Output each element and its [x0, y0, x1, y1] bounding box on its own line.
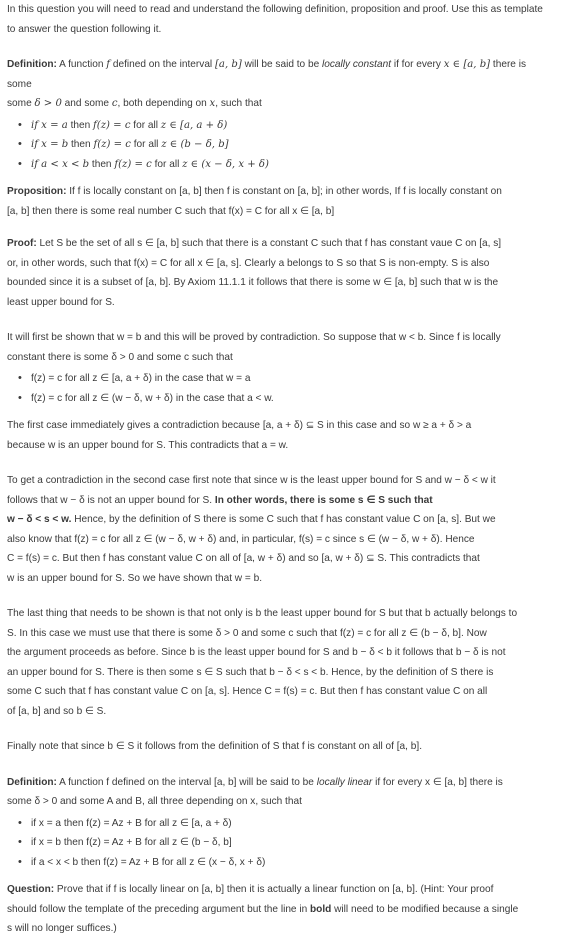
definition-conditions [7, 814, 553, 873]
list-item: • if a < x < b then f(z) = c for all z ∈ (x − δ, x + δ) [31, 155, 553, 175]
proposition-label: Proposition: [7, 186, 67, 197]
list-item: • if x = a then f(z) = c for all z ∈ [a, a + δ) [31, 116, 553, 136]
list-item: • f(z) = c for all z ∈ (w − δ, w + δ) in the case that a < w. [31, 389, 553, 409]
list-item: • if x = b then f(z) = Az + B for all z ∈ (b − δ, b] [31, 833, 553, 853]
proof-label: Proof: [7, 238, 37, 249]
proof: Proof: Let S be the set of all s ∈ [a, b] such that there is a constant C such that f has constant vaue C on [a, s] or, in other words, such that f(x) = C for all x ∈ [a, s]. Clearly a belongs to S so that S is non-empty. S is also bounded since it is a subset of [a, b]. By Axiom 11.1.1 it follows that there is some w ∈ [a, b] such that w is the least upper bound for S. It will first be shown that w = b and this will be proved by contradiction. So suppose that w < b. Since f is locally constant there is some δ > 0 and some c such that • f(z) = c for all z ∈ [a, a + δ) in the case that w = a • f(z) = c for all z ∈ (w − δ, w + δ) in the case that a < w. The first case immediately gives a contradiction because [a, a + δ) ⊆ S in this case and so w ≥ a + δ > a because w is an upper bound for S. This contradicts that a = w. To get a contradiction in the second case first note that since w is the least upper bound for S and w − δ < w it follows that w − δ is not an upper bound for S. In other words, there is some s ∈ S such that w − δ < s < w. Hence, by the definition of S there is some C such that f has constant value C on [a, s]. But we also know that f(z) = c for all z ∈ (w − δ, w + δ) and, in particular, f(s) = c since s ∈ (w − δ, w + δ). Hence C = f(s) = c. But then f has constant value C on all of [a, w + δ) and so [a, w + δ) ⊆ S. This contradicts that w is an upper bound for S. So we have shown that w = b. The last thing that needs to be shown is that not only is b the least upper bound for S but that b actually belongs to S. In this case we must use that there is some δ > 0 and some c such that f(z) = c for all z ∈ (b − δ, b]. Now the argument proceeds as before. Since b is the least upper bound for S and b − δ < b it follows that b − δ is not an upper bound for S. There is then some s ∈ S such that b − δ < s < b. Hence, by the definition of S there is some C such that f has constant value C on [a, s]. Hence C = f(s) = c. But then f has constant value C on all of [a, b] and so b ∈ S. Finally note that since b ∈ S it follows from the definition of S that f is constant on all of [a, b]. [7, 234, 553, 757]
definition-label: Definition: [7, 776, 57, 788]
question-label: Question: [7, 884, 55, 895]
list-item: • if x = b then f(z) = c for all z ∈ (b − δ, b] [31, 135, 553, 155]
intro-text: In this question you will need to read and understand the following definition, proposition and proof. Use this as template to answer the question following it. [7, 4, 543, 35]
definition-line: some δ > 0 and some c, both depending on x, such that [7, 98, 262, 109]
list-item: • if a < x < b then f(z) = Az + B for all z ∈ (x − δ, x + δ) [31, 853, 553, 873]
proof-cases [7, 369, 553, 408]
definition-conditions [7, 116, 553, 175]
definition-locally-constant [7, 55, 553, 174]
term-locally-linear: locally linear [316, 776, 373, 788]
list-item: • f(z) = c for all z ∈ [a, a + δ) in the case that w = a [31, 369, 553, 389]
term-locally-constant: locally constant [322, 59, 392, 70]
definition-label: Definition: [7, 59, 57, 70]
question: Question: Prove that if f is locally linear on [a, b] then it is actually a linear function on [a, b]. (Hint: Your proof should follow the template of the preceding argument but the line in bold will need to be modified because a single s will no longer suffices.) [7, 884, 519, 934]
bold-line: In other words, there is some s ∈ S such that [214, 494, 433, 506]
bold-line: w − δ < s < w. [7, 514, 72, 525]
proposition: Proposition: If f is locally constant on [a, b] then f is constant on [a, b]; in other words, If f is locally constant on [a, b] then there is some real number C such that f(x) = C for all x ∈ [a, b] [7, 186, 502, 217]
definition-locally-linear: Definition: A function f defined on the interval [a, b] will be said to be locally linear if for every x ∈ [a, b] there is some δ > 0 and some A and B, all three depending on x, such that • if x = a then f(z) = Az + B for all z ∈ [a, a + δ) • if x = b then f(z) = Az + B for all z ∈ (b − δ, b] • if a < x < b then f(z) = Az + B for all z ∈ (x − δ, x + δ) [7, 773, 553, 873]
list-item: • if x = a then f(z) = Az + B for all z ∈ [a, a + δ) [31, 814, 553, 834]
definition-line: Definition: A function f defined on the interval [a, b] will be said to be locally constant if for every x ∈ [a, b] there is some [7, 59, 527, 90]
